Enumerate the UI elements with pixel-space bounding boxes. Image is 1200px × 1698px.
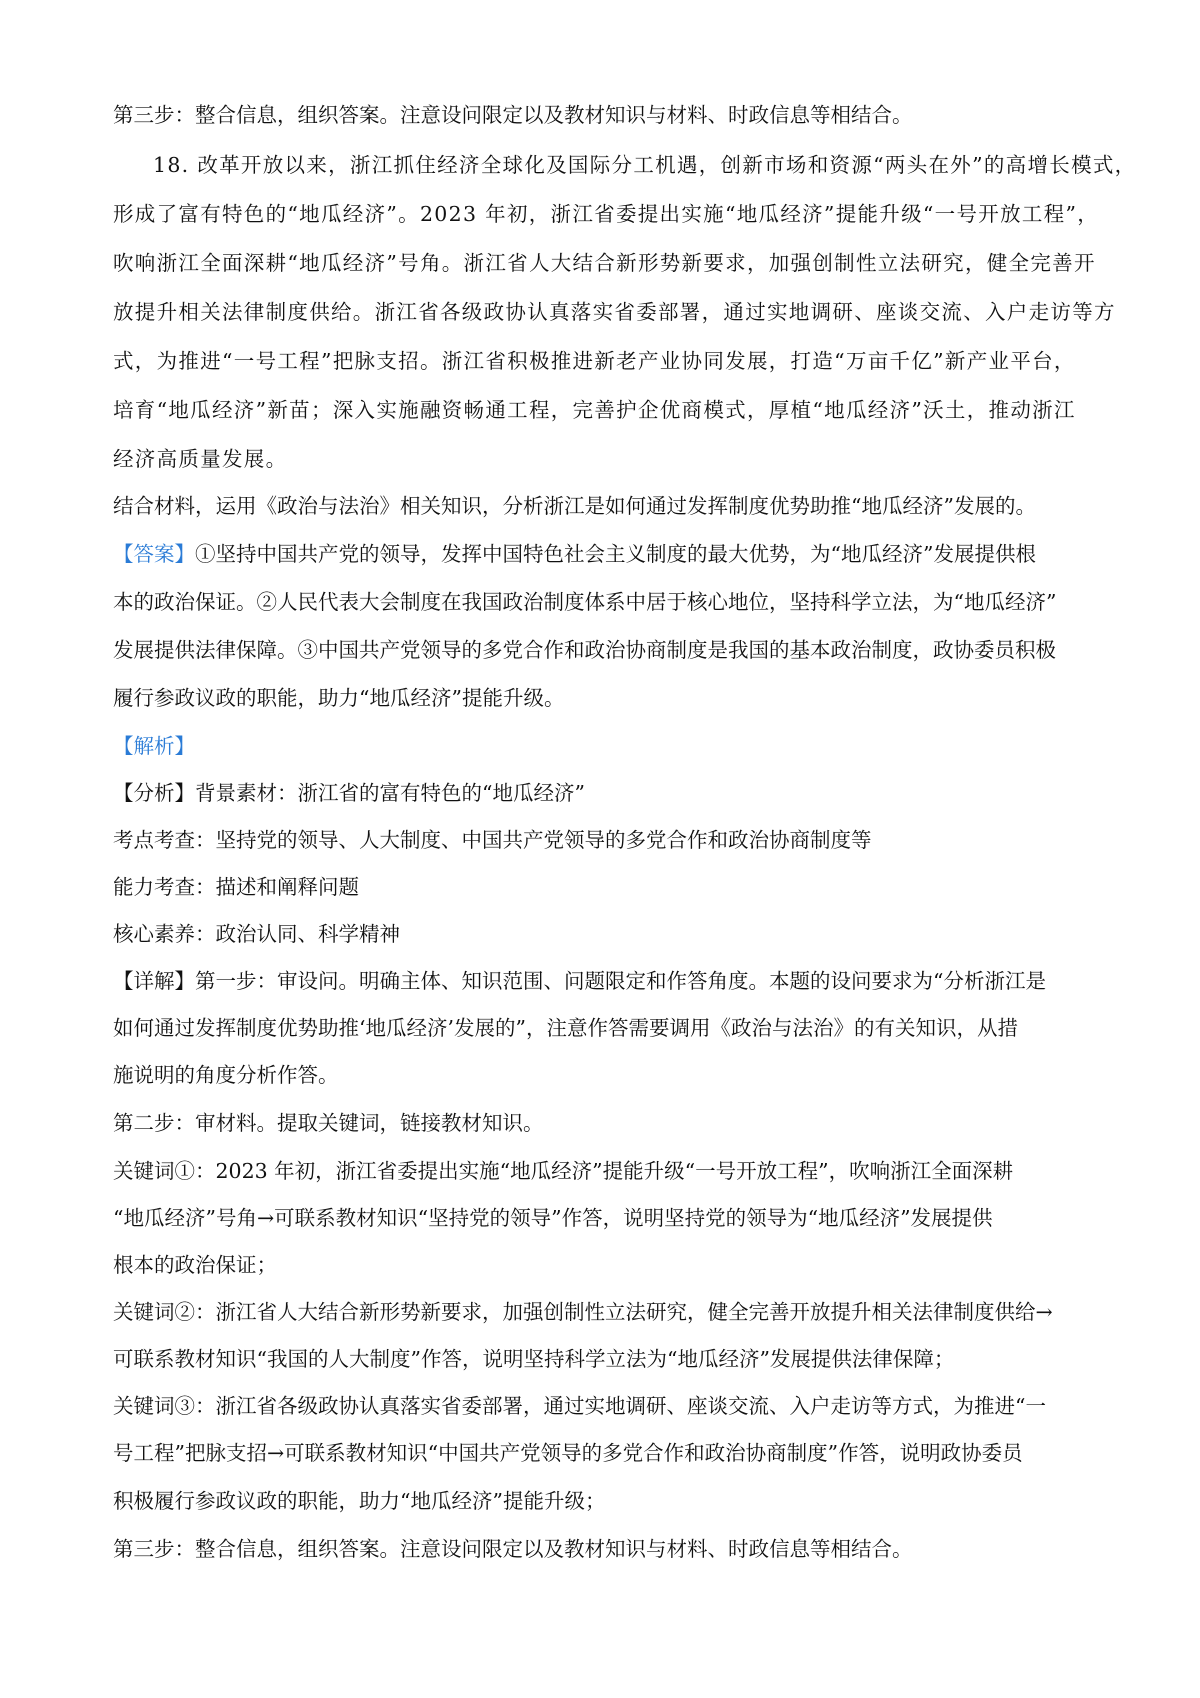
answer-first-line [113,544,1036,565]
question-line: 18. 改革开放以来，浙江抓住经济全球化及国际分工机遇，创新市场和资源“两头在外”的高增长模式， [153,153,1137,177]
analysis-line: 施说明的角度分析作答。 [113,1063,339,1087]
analysis-line: 第二步：审材料。提取关键词，链接教材知识。 [113,1111,544,1135]
analysis-line: 能力考查：描述和阐释问题 [113,875,359,899]
question-line: 式，为推进“一号工程”把脉支招。浙江省积极推进新老产业协同发展，打造“万亩千亿”新产业平台， [113,349,1076,373]
analysis-line: 核心素养：政治认同、科学精神 [113,922,400,946]
analysis-line: 号工程”把脉支招→可联系教材知识“中国共产党领导的多党合作和政治协商制度”作答，说明政协委员 [113,1441,1023,1465]
analysis-line: 关键词①：2023 年初，浙江省委提出实施“地瓜经济”提能升级“一号开放工程”，吹响浙江全面深耕 [113,1159,1014,1183]
analysis-line: 考点考查：坚持党的领导、人大制度、中国共产党领导的多党合作和政治协商制度等 [113,828,872,852]
analysis-line: 关键词③：浙江省各级政协认真落实省委部署，通过实地调研、座谈交流、入户走访等方式，为推进“一 [113,1394,1046,1418]
answer-line: 履行参政议政的职能，助力“地瓜经济”提能升级。 [113,686,565,710]
analysis-line: “地瓜经济”号角→可联系教材知识“坚持党的领导”作答，说明坚持党的领导为“地瓜经济”发展提供 [113,1206,993,1230]
step3-top-line: 第三步：整合信息，组织答案。注意设问限定以及教材知识与材料、时政信息等相结合。 [113,103,913,127]
question-line: 放提升相关法律制度供给。浙江省各级政协认真落实省委部署，通过实地调研、座谈交流、入户走访等方 [113,300,1116,324]
analysis-line: 关键词②：浙江省人大结合新形势新要求，加强创制性立法研究，健全完善开放提升相关法律制度供给→ [113,1300,1053,1324]
answer-line: 本的政治保证。②人民代表大会制度在我国政治制度体系中居于核心地位，坚持科学立法，为“地瓜经济” [113,590,1057,614]
question-line: 培育“地瓜经济”新苗；深入实施融资畅通工程，完善护企优商模式，厚植“地瓜经济”沃土，推动浙江 [113,398,1076,422]
analysis-line: 根本的政治保证； [113,1253,277,1277]
analysis-line: 如何通过发挥制度优势助推‘地瓜经济’发展的”，注意作答需要调用《政治与法治》的有关知识，从措 [113,1016,1019,1040]
analysis-line: 【详解】第一步：审设问。明确主体、知识范围、问题限定和作答角度。本题的设问要求为“分析浙江是 [113,969,1046,993]
answer-tag: 【答案】 [113,542,195,566]
question-prompt: 结合材料，运用《政治与法治》相关知识，分析浙江是如何通过发挥制度优势助推“地瓜经济”发展的。 [113,494,1036,518]
analysis-line: 积极履行参政议政的职能，助力“地瓜经济”提能升级； [113,1489,606,1513]
analysis-line: 【分析】背景素材：浙江省的富有特色的“地瓜经济” [113,781,585,805]
question-line: 经济高质量发展。 [113,447,288,471]
question-line: 形成了富有特色的“地瓜经济”。2023 年初，浙江省委提出实施“地瓜经济”提能升级“一号开放工程”， [113,202,1100,226]
analysis-line: 第三步：整合信息，组织答案。注意设问限定以及教材知识与材料、时政信息等相结合。 [113,1537,913,1561]
analysis-tag: 【解析】 [113,734,195,758]
answer-text: ①坚持中国共产党的领导，发挥中国特色社会主义制度的最大优势，为“地瓜经济”发展提供根 [195,542,1036,566]
question-line: 吹响浙江全面深耕“地瓜经济”号角。浙江省人大结合新形势新要求，加强创制性立法研究，健全完善开 [113,251,1096,275]
answer-line: 发展提供法律保障。③中国共产党领导的多党合作和政治协商制度是我国的基本政治制度，政协委员积极 [113,638,1056,662]
analysis-line: 可联系教材知识“我国的人大制度”作答，说明坚持科学立法为“地瓜经济”发展提供法律保障； [113,1347,955,1371]
